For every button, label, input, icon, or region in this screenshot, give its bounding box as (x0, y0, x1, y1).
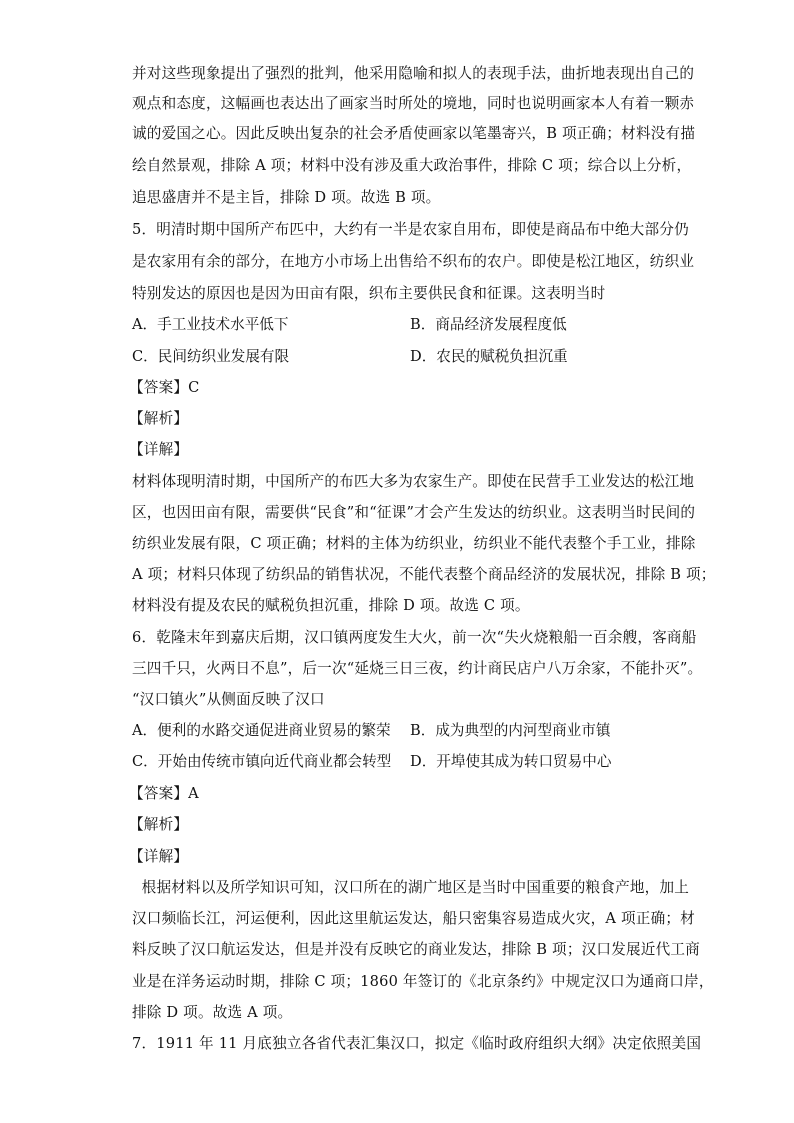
paragraph-line: 绘自然景观，排除 A 项；材料中没有涉及重大政治事件，排除 C 项；综合以上分析， (132, 157, 692, 174)
paragraph-line: 并对这些现象提出了强烈的批判，他采用隐喻和拟人的表现手法，曲折地表现出自己的 (132, 65, 695, 82)
option-b: B．成为典型的内河型商业市镇 (410, 722, 611, 739)
option-a: A．手工业技术水平低下 (132, 316, 289, 333)
option-b: B．商品经济发展程度低 (410, 316, 567, 333)
option-a: A．便利的水路交通促进商业贸易的繁荣 (132, 722, 391, 739)
explanation-line: A 项；材料只体现了纺织品的销售状况，不能代表整个商品经济的发展状况，排除 B 项； (132, 566, 716, 583)
question-6-stem: 三四千只，火两日不息”，后一次“延烧三日三夜，约计商民店户八万余家，不能扑灭”。 (132, 660, 703, 677)
explanation-line: 业是在洋务运动时期，排除 C 项；1860 年签订的《北京条约》中规定汉口为通商口岸， (132, 973, 714, 990)
option-c: C．民间纺织业发展有限 (132, 348, 290, 365)
detail-label: 【详解】 (129, 441, 189, 458)
answer-label: 【答案】C (129, 379, 200, 396)
explanation-line: 区，也因田亩有限，需要供“民食”和“征课”才会产生发达的纺织业。这表明当时民间的 (132, 504, 696, 521)
option-c: C．开始由传统市镇向近代商业都会转型 (132, 753, 392, 770)
explanation-line: 材料没有提及农民的赋税负担沉重，排除 D 项。故选 C 项。 (132, 597, 530, 614)
analysis-label: 【解析】 (129, 410, 189, 427)
question-5-stem: 5．明清时期中国所产布匹中，大约有一半是农家自用布，即使是商品布中绝大部分仍 (132, 221, 689, 238)
question-5-stem: 特别发达的原因也是因为田亩有限，织布主要供民食和征课。这表明当时 (132, 285, 606, 302)
explanation-line: 排除 D 项。故选 A 项。 (132, 1004, 293, 1021)
answer-label: 【答案】A (129, 785, 199, 802)
question-6-stem: “汉口镇火”从侧面反映了汉口 (132, 691, 325, 708)
explanation-line: 材料体现明清时期，中国所产的布匹大多为农家生产。即使在民营手工业发达的松江地 (132, 473, 695, 490)
option-d: D．开埠使其成为转口贸易中心 (410, 753, 612, 770)
paragraph-line: 观点和态度，这幅画也表达出了画家当时所处的境地，同时也说明画家本人有着一颗赤 (132, 95, 695, 112)
explanation-line: 纺织业发展有限，C 项正确；材料的主体为纺织业，纺织业不能代表整个手工业，排除 (132, 535, 696, 552)
explanation-line: 料反映了汉口航运发达，但是并没有反映它的商业发达，排除 B 项；汉口发展近代工商 (132, 941, 700, 958)
paragraph-line: 追思盛唐并不是主旨，排除 D 项。故选 B 项。 (132, 189, 441, 206)
question-5-stem: 是农家用有余的部分，在地方小市场上出售给不织布的农户。即使是松江地区，纺织业 (132, 253, 695, 270)
explanation-line: 根据材料以及所学知识可知，汉口所在的湖广地区是当时中国重要的粮食产地，加上 (132, 879, 690, 896)
question-6-stem: 6．乾隆末年到嘉庆后期，汉口镇两度发生大火，前一次“失火烧粮船一百余艘，客商船 (132, 629, 697, 646)
detail-label: 【详解】 (129, 848, 189, 865)
paragraph-line: 诚的爱国之心。因此反映出复杂的社会矛盾使画家以笔墨寄兴，B 项正确；材料没有描 (132, 125, 696, 142)
question-7-stem: 7．1911 年 11 月底独立各省代表汇集汉口，拟定《临时政府组织大纲》决定依照美国 (132, 1035, 702, 1052)
option-d: D．农民的赋税负担沉重 (410, 348, 568, 365)
explanation-line: 汉口频临长江，河运便利，因此这里航运发达，船只密集容易造成火灾，A 项正确；材 (132, 910, 695, 927)
analysis-label: 【解析】 (129, 816, 189, 833)
